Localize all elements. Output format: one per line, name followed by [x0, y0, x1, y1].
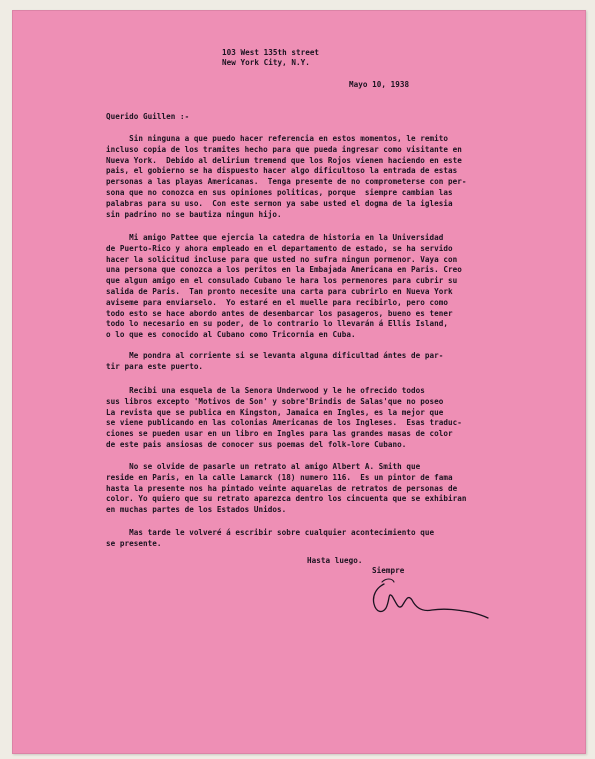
paragraph-line: sona que no conozca en sus opiniones politicas, porque siempre cambian las: [106, 187, 453, 197]
paragraph-line: Mas tarde le volveré á escribir sobre cualquier acontecimiento que: [106, 528, 435, 537]
paragraph-line: incluso copia de los tramites hecho para que pueda ingresar como visitante en: [106, 144, 462, 154]
paragraph-2: [106, 233, 462, 341]
paragraph-line: reside en Paris, en la calle Lamarck (18) numero 116. Es un pintor de fama: [106, 472, 453, 482]
paragraph-line: en muchas partes de los Estados Unidos.: [106, 505, 287, 515]
paragraph-line: pais, el gobierno se ha dispuesto hacer algo dificultoso la entrada de estas: [106, 166, 458, 176]
paragraph-line: de Puerto-Rico y ahora empleado en el departamento de estado, se ha servido: [106, 243, 453, 253]
paragraph-line: color. Yo quiero que su retrato aparezca dentro los cincuenta que se exhibiran: [106, 494, 467, 504]
paragraph-line: hasta la presente nos ha pintado veinte aquarelas de retratos de personas de: [106, 483, 458, 493]
paragraph-3: [106, 351, 443, 373]
letter-page: [12, 10, 586, 754]
paragraph-line: Nueva York. Debido al delirium tremend que los Rojos vienen haciendo en este: [106, 155, 462, 165]
letter-date: Mayo 10, 1938: [349, 80, 410, 89]
paragraph-line: Mi amigo Pattee que ejercia la catedra de historia en la Universidad: [106, 233, 444, 242]
paragraph-line: salida de Paris. Tan pronto necesite una carta para cubrirlo en Nueva York: [106, 286, 453, 296]
paragraph-line: aviseme para enviarselo. Yo estaré en el muelle para recibirlo, pero como: [106, 297, 449, 307]
address-line-2: New York City, N.Y.: [222, 58, 310, 67]
paragraph-6: [106, 528, 434, 550]
paragraph-line: o lo que es conocido al Cubano como Tricornia en Cuba.: [106, 330, 356, 340]
salutation: Querido Guillen :-: [106, 112, 190, 121]
paragraph-5: [106, 462, 467, 516]
paragraph-line: sin padrino no se bautiza ningun hijo.: [106, 209, 282, 219]
paragraph-line: una persona que conozca a los peritos en la Embajada Americana en Paris. Creo: [106, 265, 462, 275]
paragraph-4: [106, 386, 462, 451]
paragraph-line: personas a las playas Americanas. Tenga presente de no comprometerse con per-: [106, 177, 467, 187]
paragraph-line: sus libros excepto 'Motivos de Son' y sobre'Brindis de Salas'que no poseo: [106, 396, 444, 406]
paragraph-line: de este pais ansiosas de conocer sus poemas del folk-lore Cubano.: [106, 439, 407, 449]
paragraph-line: que algun amigo en el consulado Cubano le hara los permenores para cubrir su: [106, 276, 458, 286]
handwritten-signature: [362, 566, 502, 626]
paragraph-1: [106, 134, 467, 220]
paragraph-line: Recibi una esquela de la Senora Underwood y le he ofrecido todos: [106, 386, 425, 395]
address-line-1: 103 West 135th street: [222, 48, 320, 57]
closing: Hasta luego.: [307, 556, 363, 565]
paragraph-line: hacer la solicitud incluse para que usted no sufra ningun pormenor. Vaya con: [106, 254, 458, 264]
paragraph-line: se viene publicando en las colonias Americanas de los Ingleses. Esas traduc-: [106, 418, 462, 428]
sign-off: Siempre: [372, 566, 405, 575]
paragraph-line: Me pondra al corriente si se levanta alguna dificultad ántes de par-: [106, 351, 444, 360]
paragraph-line: La revista que se publica en Kingston, Jamaica en Ingles, es la mejor que: [106, 407, 444, 417]
paragraph-line: se presente.: [106, 538, 162, 548]
paragraph-line: todo lo necesario en su poder, de lo contrario lo llevarán á Ellis Island,: [106, 319, 449, 329]
paragraph-line: tir para este puerto.: [106, 361, 204, 371]
paragraph-line: palabras para su uso. Con este sermon ya sabe usted el dogma de la iglesia: [106, 198, 453, 208]
paragraph-line: ciones se pueden usar en un libro en Ingles para las grandes masas de color: [106, 429, 453, 439]
paragraph-line: No se olvide de pasarle un retrato al amigo Albert A. Smith que: [106, 462, 421, 471]
paragraph-line: Sin ninguna a que puedo hacer referencia en estos momentos, le remito: [106, 134, 449, 143]
paragraph-line: todo esto se hace abordo antes de desembarcar los pasageros, bueno es tener: [106, 308, 453, 318]
